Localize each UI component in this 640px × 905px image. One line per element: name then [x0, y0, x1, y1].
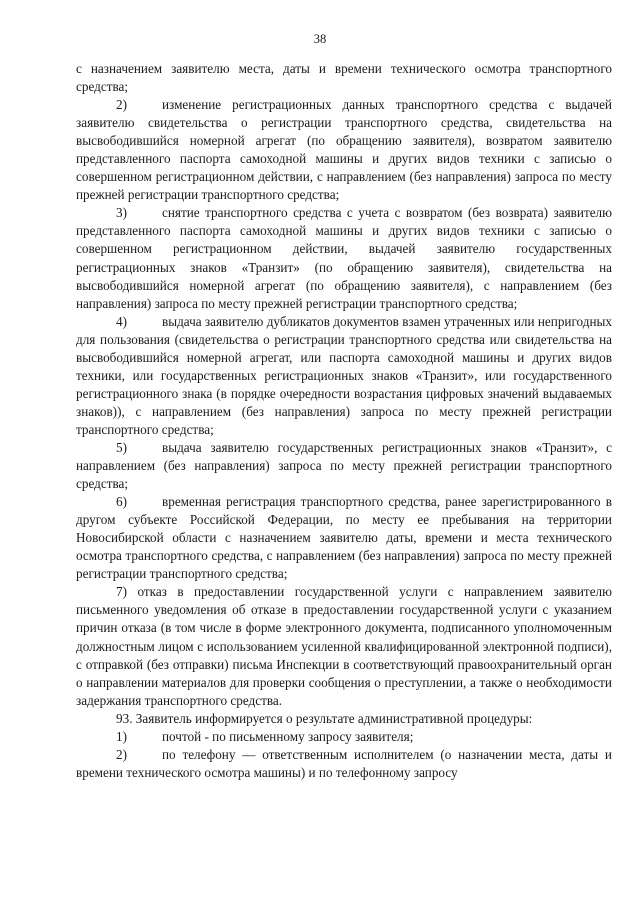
paragraph-text: изменение регистрационных данных транспортного средства с выдачей заявителю свидетельства о регистрации транспортного средства, свидетельства на высвободившийся номерной агрегат (по обращению заявителя), возвратом заявителю представленного паспорта самоходной машины и других видов техники с записью о совершенном регистрационном действии, с направлением (без направления) запроса по месту прежней регистрации транспортного средства;	[76, 97, 612, 203]
paragraph-text: по телефону — ответственным исполнителем (о назначении места, даты и времени технического осмотра машины) и по телефонному запросу	[76, 746, 612, 780]
paragraph	[76, 204, 612, 312]
paragraph-text: 93. Заявитель информируется о результате административной процедуры:	[116, 710, 533, 726]
paragraph-text: 7) отказ в предоставлении государственной услуги с направлением заявителю письменного уведомления об отказе в предоставлении государственной услуги с указанием причин отказа (в том числе в форме электронного документа, подписанного уполномоченным должностным лицом с использованием усиленной квалифицированной электронной подписи), с отправкой (без отправки) письма Инспекции в соответствующий правоохранительный орган о направлении материалов для проверки сообщения о преступлении, а также о необходимости задержания транспортного средства.	[76, 584, 612, 708]
paragraph	[76, 746, 612, 782]
paragraph-text: выдача заявителю государственных регистрационных знаков «Транзит», с направлением (без направления) запроса по месту прежней регистрации транспортного средства;	[76, 439, 612, 492]
list-number: 4)	[116, 313, 127, 329]
paragraph	[76, 728, 612, 746]
list-number: 6)	[116, 494, 127, 510]
list-number: 1)	[116, 728, 127, 744]
paragraph	[76, 493, 612, 583]
page-number: 38	[313, 32, 327, 46]
paragraph-text: с назначением заявителю места, даты и времени технического осмотра транспортного средства;	[76, 61, 612, 95]
list-number: 5)	[116, 439, 127, 455]
paragraph	[76, 583, 612, 709]
paragraph-text: выдача заявителю дубликатов документов взамен утраченных или непригодных для пользования (свидетельства о регистрации транспортного средства или свидетельства на высвободившийся номерной агрегат, или паспорта самоходной машины и других видов техники, или государственных регистрационных знаков «Транзит», или государственного регистрационного знака (в порядке очередности возрастания цифровых значений выдаваемых знаков)), с направлением (без направления) запроса по месту прежней регистрации транспортного средства;	[76, 313, 612, 437]
list-number: 2)	[116, 97, 127, 113]
paragraph-text: почтой - по письменному запросу заявителя;	[162, 728, 414, 744]
paragraph-text: снятие транспортного средства с учета с возвратом (без возврата) заявителю представленного паспорта самоходной машины и других видов техники с записью о совершенном регистрационном действии, выдачей заявителю государственных регистрационных знаков «Транзит» (по обращению заявителя), свидетельства на высвободившийся номерной агрегат (по обращению заявителя), с направлением (без направления) запроса по месту прежней регистрации транспортного средства;	[76, 205, 612, 311]
paragraph	[76, 439, 612, 493]
document-body	[76, 60, 612, 782]
list-number: 2)	[116, 746, 127, 762]
paragraph	[76, 60, 612, 96]
paragraph	[76, 710, 612, 728]
paragraph-text: временная регистрация транспортного средства, ранее зарегистрированного в другом субъекте Российской Федерации, по месту ее пребывания на территории Новосибирской области с назначением заявителю даты, времени и места технического осмотра транспортного средства, с направлением (без направления) запроса по месту прежней регистрации транспортного средства;	[76, 494, 612, 582]
paragraph	[76, 96, 612, 204]
paragraph	[76, 313, 612, 439]
list-number: 3)	[116, 205, 127, 221]
